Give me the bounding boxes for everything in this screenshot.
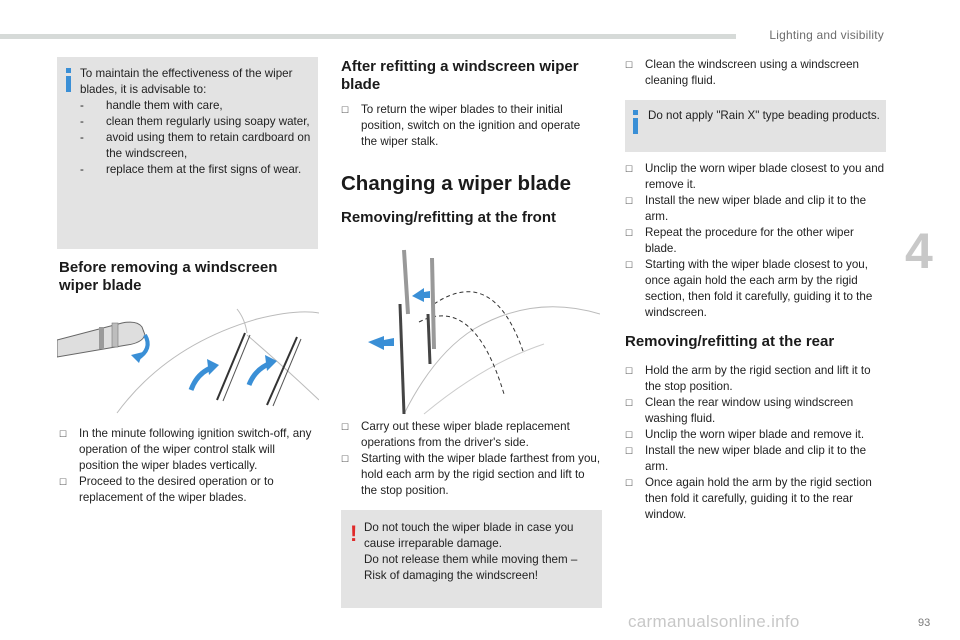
warning-line: Do not release them while moving them – Risk of damaging the windscreen!	[364, 553, 578, 582]
subheading-rear: Removing/refitting at the rear	[625, 333, 835, 350]
chapter-number: 4	[905, 223, 933, 279]
info-icon	[633, 118, 638, 134]
info-item: - replace them at the first signs of wear.	[80, 162, 312, 178]
info-intro: To maintain the effectiveness of the wiper blades, it is advisable to:	[80, 67, 293, 96]
front-steps	[341, 419, 601, 499]
info-icon	[66, 76, 71, 92]
step-item: ☐ Unclip the worn wiper blade closest to you and remove it.	[625, 161, 887, 193]
before-steps	[59, 426, 317, 506]
wiper-stalk-illustration	[57, 305, 319, 415]
rainx-info-text: Do not apply "Rain X" type beading products.	[648, 109, 880, 122]
header-bar	[0, 34, 736, 39]
col3-top-steps	[625, 57, 887, 89]
info-item: - clean them regularly using soapy water,	[80, 114, 312, 130]
step-item: ☐ Clean the windscreen using a windscreen cleaning fluid.	[625, 57, 887, 89]
col3-steps	[625, 161, 887, 321]
front-wiper-illustration	[364, 244, 600, 416]
step-item: ☐ Starting with the wiper blade farthest from you, hold each arm by the rigid section and lift to the stop position.	[341, 451, 601, 499]
step-item: ☐ To return the wiper blades to their initial position, switch on the ignition and operate the wiper stalk.	[341, 102, 599, 150]
after-steps	[341, 102, 599, 150]
step-item: ☐ Once again hold the arm by the rigid section then fold it carefully, guiding it to the rear window.	[625, 475, 887, 523]
subheading-front: Removing/refitting at the front	[341, 209, 556, 226]
warning-line: Do not touch the wiper blade in case you cause irreparable damage.	[364, 521, 574, 550]
warning-text	[364, 520, 596, 584]
heading-after-refitting: After refitting a windscreen wiper blade	[341, 58, 579, 93]
info-item: - avoid using them to retain cardboard on the windscreen,	[80, 130, 312, 162]
step-item: ☐ Hold the arm by the rigid section and lift it to the stop position.	[625, 363, 887, 395]
rear-steps	[625, 363, 887, 523]
step-item: ☐ In the minute following ignition switch-off, any operation of the wiper control stalk will position the wiper blades vertically.	[59, 426, 317, 474]
info-list	[80, 98, 312, 178]
step-item: ☐ Proceed to the desired operation or to replacement of the wiper blades.	[59, 474, 317, 506]
warning-icon: !	[350, 521, 358, 546]
section-title: Lighting and visibility	[769, 28, 884, 42]
info-text	[80, 66, 312, 178]
step-item: ☐ Install the new wiper blade and clip it to the arm.	[625, 443, 887, 475]
title-changing-wiper: Changing a wiper blade	[341, 172, 572, 195]
watermark: carmanualsonline.info	[628, 612, 800, 631]
page-number: 93	[918, 617, 931, 629]
step-item: ☐ Starting with the wiper blade closest to you, once again hold the each arm by the rigid section, then fold it carefully, guiding it to the windscreen.	[625, 257, 887, 321]
step-item: ☐ Carry out these wiper blade replacement operations from the driver's side.	[341, 419, 601, 451]
heading-before-removing: Before removing a windscreen wiper blade	[59, 259, 278, 294]
step-item: ☐ Unclip the worn wiper blade and remove it.	[625, 427, 887, 443]
info-item: - handle them with care,	[80, 98, 312, 114]
step-item: ☐ Install the new wiper blade and clip it to the arm.	[625, 193, 887, 225]
step-item: ☐ Clean the rear window using windscreen washing fluid.	[625, 395, 887, 427]
step-item: ☐ Repeat the procedure for the other wiper blade.	[625, 225, 887, 257]
